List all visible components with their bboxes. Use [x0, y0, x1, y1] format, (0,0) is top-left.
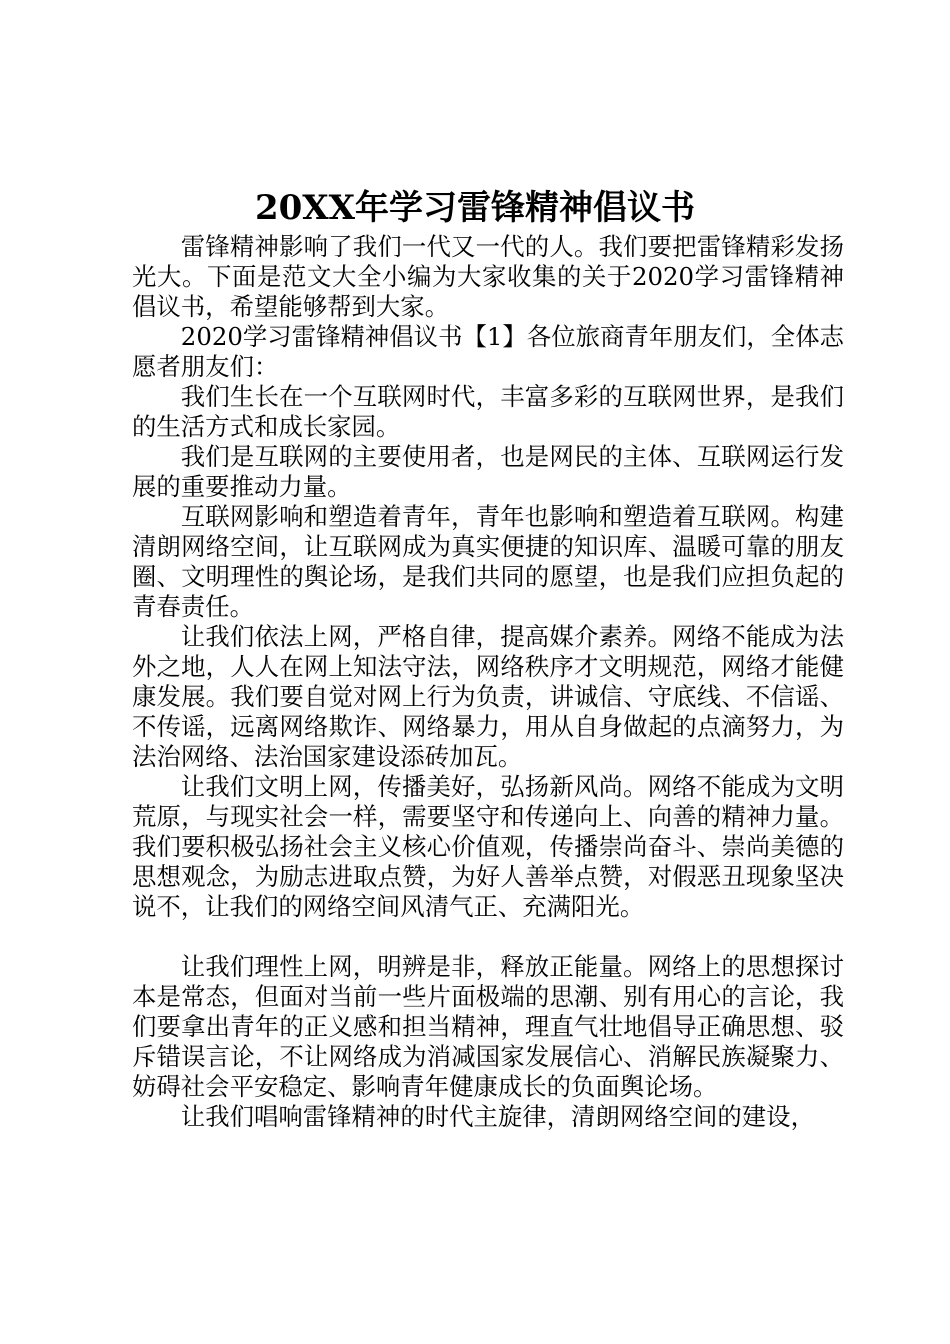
paragraph: 我们生长在一个互联网时代，丰富多彩的互联网世界，是我们的生活方式和成长家园。 [132, 382, 844, 441]
document-title: 20XX年学习雷锋精神倡议书 [254, 188, 696, 228]
paragraph: 让我们理性上网，明辨是非，释放正能量。网络上的思想探讨本是常态，但面对当前一些片面极端的思潮、别有用心的言论，我们要拿出青年的正义感和担当精神，理直气壮地倡导正确思想、驳斥错误言论，不让网络成为消减国家发展信心、消解民族凝聚力、妨碍社会平安稳定、影响青年健康成长的负面舆论场。 [132, 952, 844, 1101]
paragraph: 让我们依法上网，严格自律，提高媒介素养。网络不能成为法外之地，人人在网上知法守法，网络秩序才文明规范，网络才能健康发展。我们要自觉对网上行为负责，讲诚信、守底线、不信谣、不传谣，远离网络欺诈、网络暴力，用从自身做起的点滴努力，为法治网络、法治国家建设添砖加瓦。 [132, 622, 844, 771]
paragraph-intro: 雷锋精神影响了我们一代又一代的人。我们要把雷锋精彩发扬光大。下面是范文大全小编为大家收集的关于2020学习雷锋精神倡议书，希望能够帮到大家。 [132, 232, 844, 321]
paragraph-salutation: 2020学习雷锋精神倡议书【1】各位旅商青年朋友们，全体志愿者朋友们： [132, 322, 844, 381]
paragraph: 让我们文明上网，传播美好，弘扬新风尚。网络不能成为文明荒原，与现实社会一样，需要坚守和传递向上、向善的精神力量。我们要积极弘扬社会主义核心价值观，传播崇尚奋斗、崇尚美德的思想观念，为励志进取点赞，为好人善举点赞，对假恶丑现象坚决说不，让我们的网络空间风清气正、充满阳光。 [132, 772, 844, 921]
paragraph: 我们是互联网的主要使用者，也是网民的主体、互联网运行发展的重要推动力量。 [132, 442, 844, 501]
document-body [132, 232, 844, 1132]
paragraph: 互联网影响和塑造着青年，青年也影响和塑造着互联网。构建清朗网络空间，让互联网成为真实便捷的知识库、温暖可靠的朋友圈、文明理性的舆论场，是我们共同的愿望，也是我们应担负起的青春责任。 [132, 502, 844, 621]
paragraph: 让我们唱响雷锋精神的时代主旋律，清朗网络空间的建设， [180, 1102, 815, 1131]
